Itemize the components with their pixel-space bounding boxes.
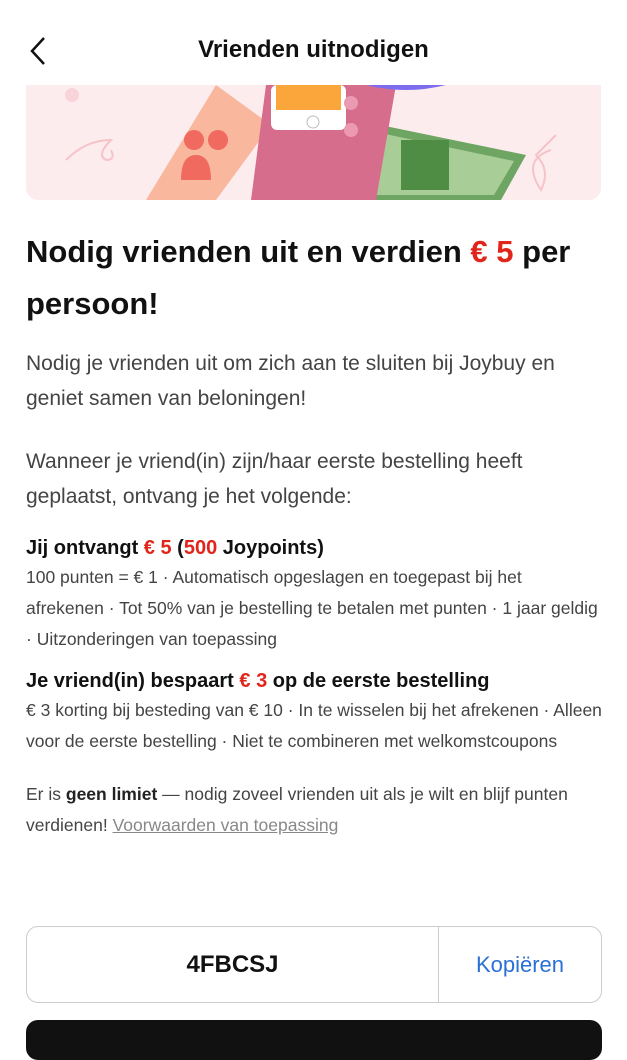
page-title: Vrienden uitnodigen bbox=[198, 36, 429, 63]
header bbox=[0, 0, 627, 85]
you-close: Joypoints) bbox=[217, 537, 324, 559]
headline-amount: € 5 bbox=[470, 234, 514, 269]
terms-link[interactable]: Voorwaarden van toepassing bbox=[112, 815, 339, 835]
friend-amount: € 3 bbox=[239, 670, 268, 692]
you-details: 100 punten = € 1 · Automatisch opgeslagen en toegepast bij het afrekenen · Tot 50% van je bestelling te betalen met punten · 1 jaar geldig · Uitzonderingen van toepassing bbox=[26, 567, 598, 649]
headline bbox=[26, 226, 603, 330]
referral-code-box bbox=[26, 926, 602, 1003]
you-amount: € 5 bbox=[143, 537, 172, 559]
you-receive-heading bbox=[26, 534, 603, 562]
when-text: Wanneer je vriend(in) zijn/haar eerste bestelling heeft geplaatst, ontvang je het volgende: bbox=[26, 450, 523, 508]
headline-text: Nodig vrienden uit en verdien bbox=[26, 234, 471, 269]
invite-banner-illustration bbox=[26, 85, 601, 200]
friend-suffix: op de eerste bestelling bbox=[267, 670, 490, 692]
headline-suffix: per persoon! bbox=[26, 234, 571, 321]
share-button[interactable] bbox=[26, 1020, 602, 1060]
note-prefix: Er is bbox=[26, 784, 66, 804]
note-bold: geen limiet bbox=[65, 784, 158, 804]
friend-prefix: Je vriend(in) bespaart bbox=[26, 670, 240, 692]
friend-details: € 3 korting bij besteding van € 10 · In te wisselen bij het afrekenen · Alleen voor de eerste bestelling · Niet te combineren met welkomstcoupons bbox=[26, 700, 602, 751]
friend-saves-heading bbox=[26, 667, 603, 695]
intro-text: Nodig je vrienden uit om zich aan te sluiten bij Joybuy en geniet samen van beloningen! bbox=[26, 352, 555, 410]
copy-button[interactable]: Kopiëren bbox=[475, 951, 565, 977]
you-open: ( bbox=[171, 537, 184, 559]
you-points: 500 bbox=[183, 537, 218, 559]
note-suffix: — nodig zoveel vrienden uit als je wilt en blijf punten verdienen! bbox=[26, 784, 568, 835]
no-limit-note bbox=[26, 779, 603, 841]
you-prefix: Jij ontvangt bbox=[26, 537, 144, 559]
referral-code: 4FBCSJ bbox=[27, 927, 439, 1002]
